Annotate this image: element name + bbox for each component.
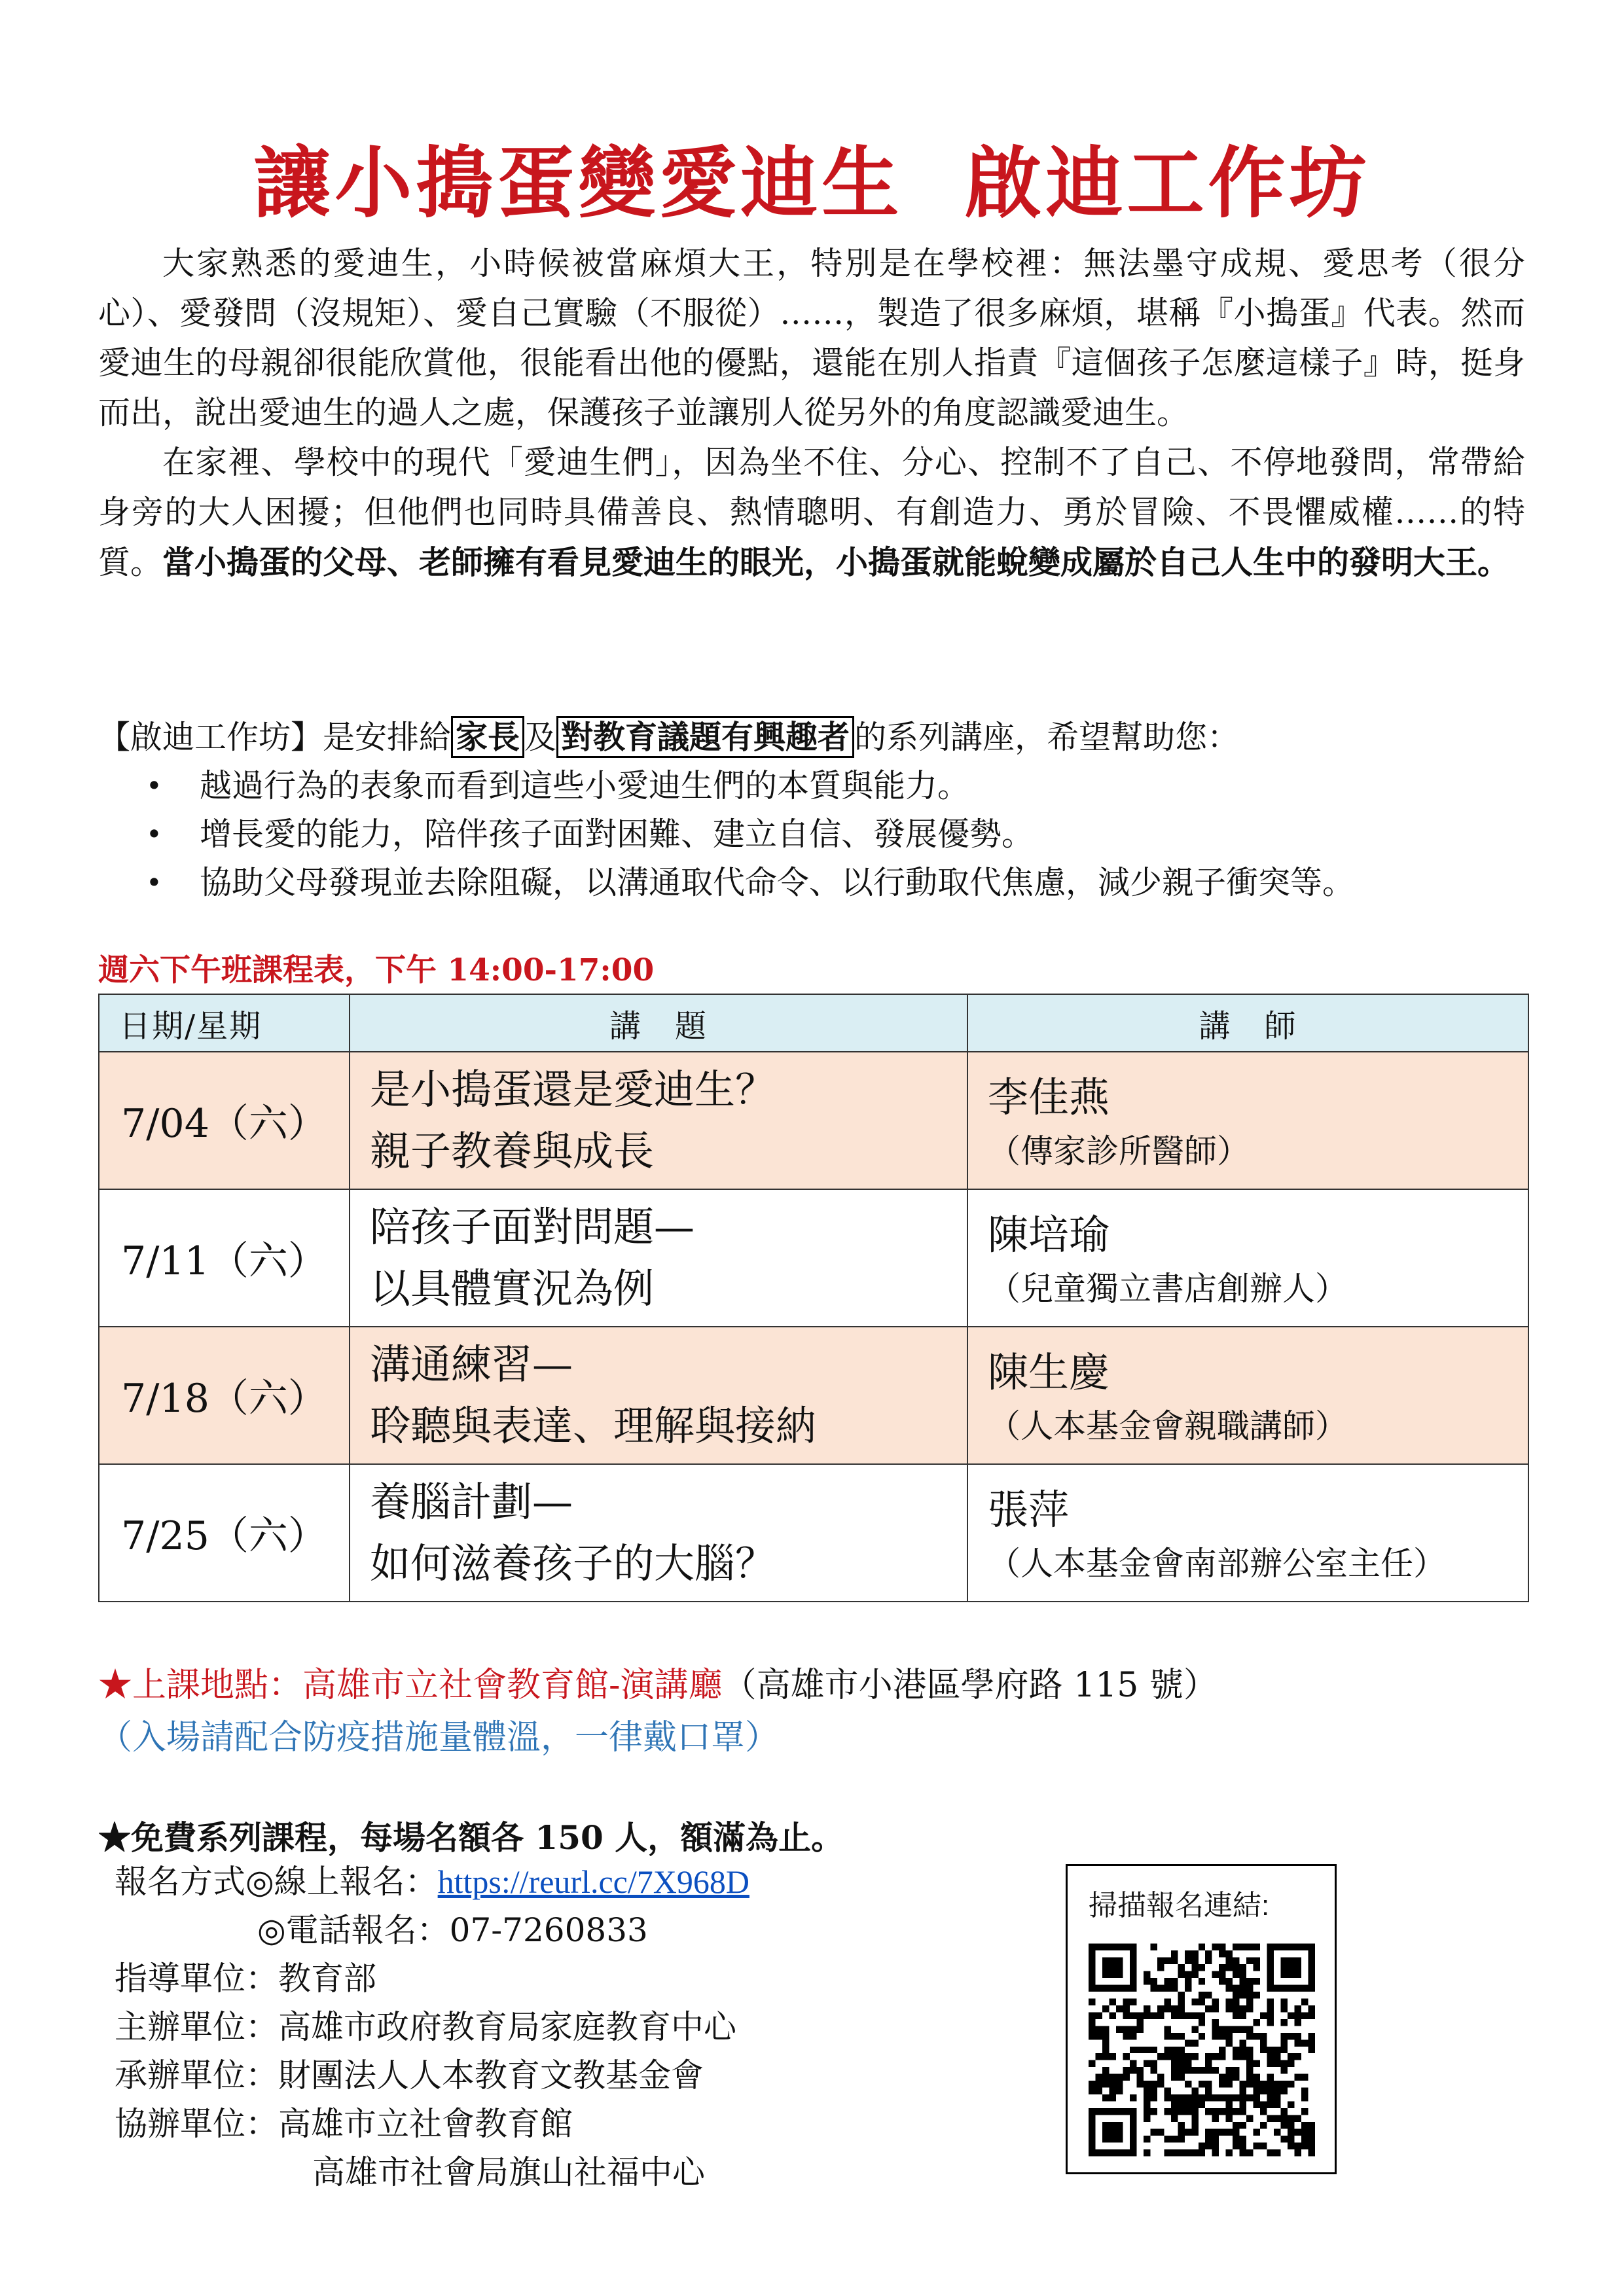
topic-line-2: 聆聽與表達、理解與接納 bbox=[370, 1402, 817, 1450]
intro-paragraph-2-bold: 當小搗蛋的父母、老師擁有看見愛迪生的眼光，小搗蛋就能蛻變成屬於自己人生中的發明大王。 bbox=[162, 543, 1510, 581]
session-date: 7/04（六） bbox=[99, 1052, 350, 1189]
session-speaker bbox=[967, 1052, 1528, 1189]
venue-note: （入場請配合防疫措施量體溫，一律戴口罩） bbox=[98, 1718, 780, 1757]
session-speaker bbox=[967, 1464, 1528, 1602]
bullet-icon: • bbox=[146, 770, 162, 802]
session-topic bbox=[350, 1189, 967, 1327]
purpose-box-parents: 家長 bbox=[451, 716, 524, 758]
organizer-executor: 承辦單位：財團法人人本教育文教基金會 bbox=[115, 2056, 704, 2094]
session-speaker bbox=[967, 1327, 1528, 1464]
goal-text: 協助父母發現並去除阻礙，以溝通取代命令、以行動取代焦慮，減少親子衝突等。 bbox=[200, 864, 1355, 901]
venue-address: （高雄市小港區學府路 115 號） bbox=[722, 1666, 1218, 1705]
goal-item bbox=[141, 810, 1515, 859]
topic-line-2: 以具體實況為例 bbox=[370, 1265, 655, 1312]
topic-line-2: 親子教養與成長 bbox=[370, 1127, 655, 1175]
topic-line-2: 如何滋養孩子的大腦？ bbox=[370, 1539, 776, 1587]
table-header-row bbox=[99, 994, 1528, 1052]
organizer-host: 主辦單位：高雄市政府教育局家庭教育中心 bbox=[115, 2008, 736, 2046]
topic-line-1: 陪孩子面對問題— bbox=[370, 1203, 695, 1251]
session-date: 7/25（六） bbox=[99, 1464, 350, 1602]
schedule-table bbox=[98, 994, 1529, 1602]
purpose-prefix: 【啟迪工作坊】是安排給 bbox=[98, 719, 452, 756]
goal-text: 越過行為的表象而看到這些小愛迪生們的本質與能力。 bbox=[200, 767, 970, 804]
goal-item bbox=[141, 762, 1515, 810]
bullet-icon: • bbox=[146, 818, 162, 850]
venue-line bbox=[98, 1659, 1218, 1712]
speaker-role: （傳家診所醫師） bbox=[988, 1132, 1250, 1170]
venue-label: ★上課地點：高雄市立社會教育館-演講廳 bbox=[98, 1666, 723, 1705]
qr-label: 掃描報名連結: bbox=[1089, 1890, 1270, 1922]
session-topic bbox=[350, 1464, 967, 1602]
organizer-advisor: 指導單位：教育部 bbox=[115, 1960, 376, 1998]
table-row bbox=[99, 1327, 1528, 1464]
session-speaker bbox=[967, 1189, 1528, 1327]
topic-line-1: 養腦計劃— bbox=[370, 1478, 573, 1526]
goal-item bbox=[141, 859, 1515, 907]
session-date: 7/18（六） bbox=[99, 1327, 350, 1464]
registration-online bbox=[115, 1857, 749, 1906]
header-date: 日期/星期 bbox=[99, 994, 350, 1052]
goal-text: 增長愛的能力，陪伴孩子面對困難、建立自信、發展優勢。 bbox=[200, 816, 1034, 853]
intro-paragraph-2 bbox=[98, 438, 1525, 588]
registration-label: 報名方式◎線上報名： bbox=[115, 1863, 438, 1901]
phone-label: ◎電話報名： bbox=[257, 1911, 450, 1949]
intro-paragraph-1: 大家熟悉的愛迪生，小時候被當麻煩大王，特別是在學校裡：無法墨守成規、愛思考（很分心）、愛發問（沒規矩）、愛自己實驗（不服從）……，製造了很多麻煩，堪稱『小搗蛋』代表。然而愛迪生的母親卻很能欣賞他，很能看出他的優點，還能在別人指責『這個孩子怎麼這樣子』時，挺身而出，說出愛迪生的過人之處，保護孩子並讓別人從另外的角度認識愛迪生。 bbox=[98, 245, 1525, 431]
bullet-icon: • bbox=[146, 867, 162, 899]
purpose-box-interested: 對教育議題有興趣者 bbox=[556, 716, 854, 758]
organizer-co: 協辦單位：高雄市立社會教育館 bbox=[115, 2105, 573, 2143]
registration-link[interactable]: https://reurl.cc/7X968D bbox=[437, 1863, 749, 1900]
session-date: 7/11（六） bbox=[99, 1189, 350, 1327]
qr-code-icon[interactable] bbox=[1089, 1943, 1315, 2157]
session-topic bbox=[350, 1052, 967, 1189]
table-row bbox=[99, 1189, 1528, 1327]
speaker-name: 張萍 bbox=[988, 1486, 1070, 1534]
header-speaker: 講 師 bbox=[967, 994, 1528, 1052]
header-topic: 講 題 bbox=[350, 994, 967, 1052]
speaker-name: 陳培瑜 bbox=[988, 1211, 1110, 1259]
speaker-role: （兒童獨立書店創辦人） bbox=[988, 1270, 1348, 1308]
session-topic bbox=[350, 1327, 967, 1464]
speaker-role: （人本基金會親職講師） bbox=[988, 1407, 1348, 1445]
phone-number: 07-7260833 bbox=[449, 1911, 648, 1949]
topic-line-1: 是小搗蛋還是愛迪生？ bbox=[370, 1066, 776, 1113]
intro-paragraph-2-normal: 在家裡、學校中的現代「愛迪生們」，因為坐不住、分心、控制不了自己、不停地發問，常帶給身旁的大人困擾；但他們也同時具備善良、熱情聰明、有創造力、勇於冒險、不畏懼威權……的特質。 bbox=[98, 444, 1525, 581]
qr-panel bbox=[1066, 1864, 1337, 2174]
speaker-role: （人本基金會南部辦公室主任） bbox=[988, 1545, 1446, 1583]
goal-list bbox=[141, 762, 1515, 907]
registration-phone bbox=[115, 1906, 749, 1954]
intro-text bbox=[98, 239, 1525, 588]
table-row bbox=[99, 1464, 1528, 1602]
schedule-label: 週六下午班課程表，下午 14:00-17:00 bbox=[98, 952, 655, 988]
free-notice: ★免費系列課程，每場名額各 150 人，額滿為止。 bbox=[98, 1818, 844, 1857]
table-row bbox=[99, 1052, 1528, 1189]
purpose-mid: 及 bbox=[524, 719, 557, 756]
purpose-suffix: 的系列講座，希望幫助您： bbox=[854, 719, 1240, 756]
purpose-line bbox=[98, 712, 1525, 762]
organizer-co-extra: 高雄市社會局旗山社福中心 bbox=[312, 2153, 705, 2191]
venue-block bbox=[98, 1659, 1218, 1764]
speaker-name: 李佳燕 bbox=[988, 1073, 1110, 1121]
speaker-name: 陳生慶 bbox=[988, 1348, 1110, 1396]
topic-line-1: 溝通練習— bbox=[370, 1340, 573, 1388]
info-block bbox=[115, 1857, 749, 2197]
page-title: 讓小搗蛋變愛迪生 啟迪工作坊 bbox=[253, 138, 1371, 228]
